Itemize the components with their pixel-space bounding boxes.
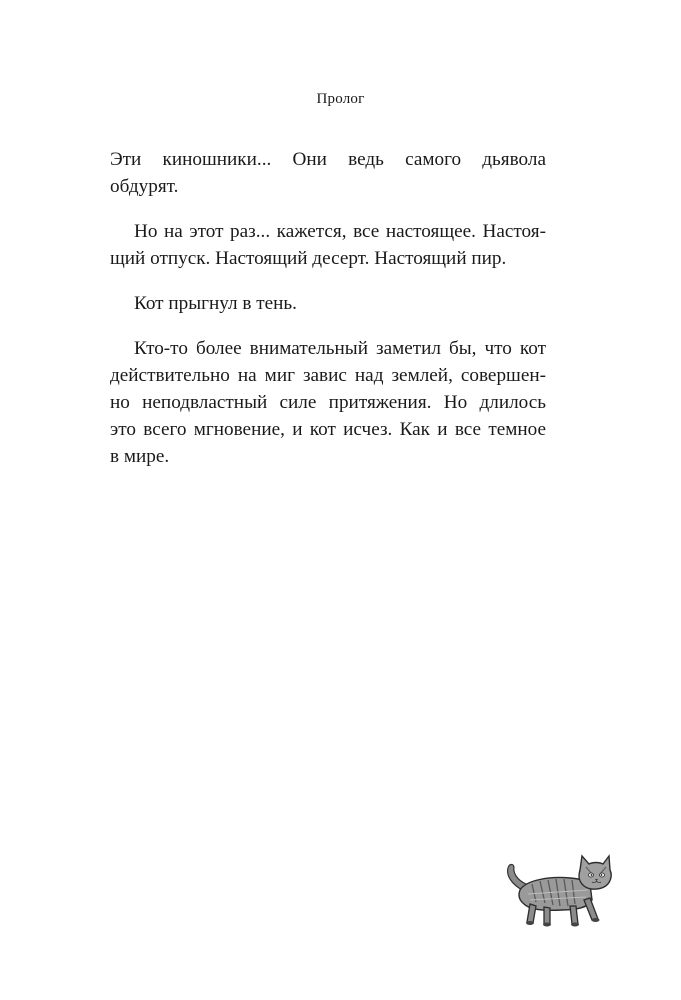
text-line: действительно на миг завис над землей, совершен- <box>110 365 546 386</box>
text-line: Но на этот раз... кажется, все настоящее. Настоя- <box>134 221 546 242</box>
text-line: щий отпуск. Настоящий десерт. Настоящий пир. <box>110 248 507 269</box>
text-line: это всего мгновение, и кот исчез. Как и все темное <box>110 419 546 440</box>
text-line: но неподвластный силе притяжения. Но длилось <box>110 392 546 413</box>
cat-illustration-icon <box>500 850 615 930</box>
paragraph-1 <box>110 146 546 200</box>
text-line: в мире. <box>110 446 170 467</box>
text-line: Эти киношники... Они ведь самого дьявола <box>110 149 546 170</box>
text-line: Кот прыгнул в тень. <box>134 293 297 314</box>
body-text <box>110 146 546 488</box>
paragraph-3 <box>110 290 546 317</box>
text-line: Кто-то более внимательный заметил бы, что кот <box>134 338 546 359</box>
paragraph-2 <box>110 218 546 272</box>
text-line: обдурят. <box>110 176 179 197</box>
running-head: Пролог <box>316 91 365 107</box>
paragraph-4 <box>110 335 546 470</box>
